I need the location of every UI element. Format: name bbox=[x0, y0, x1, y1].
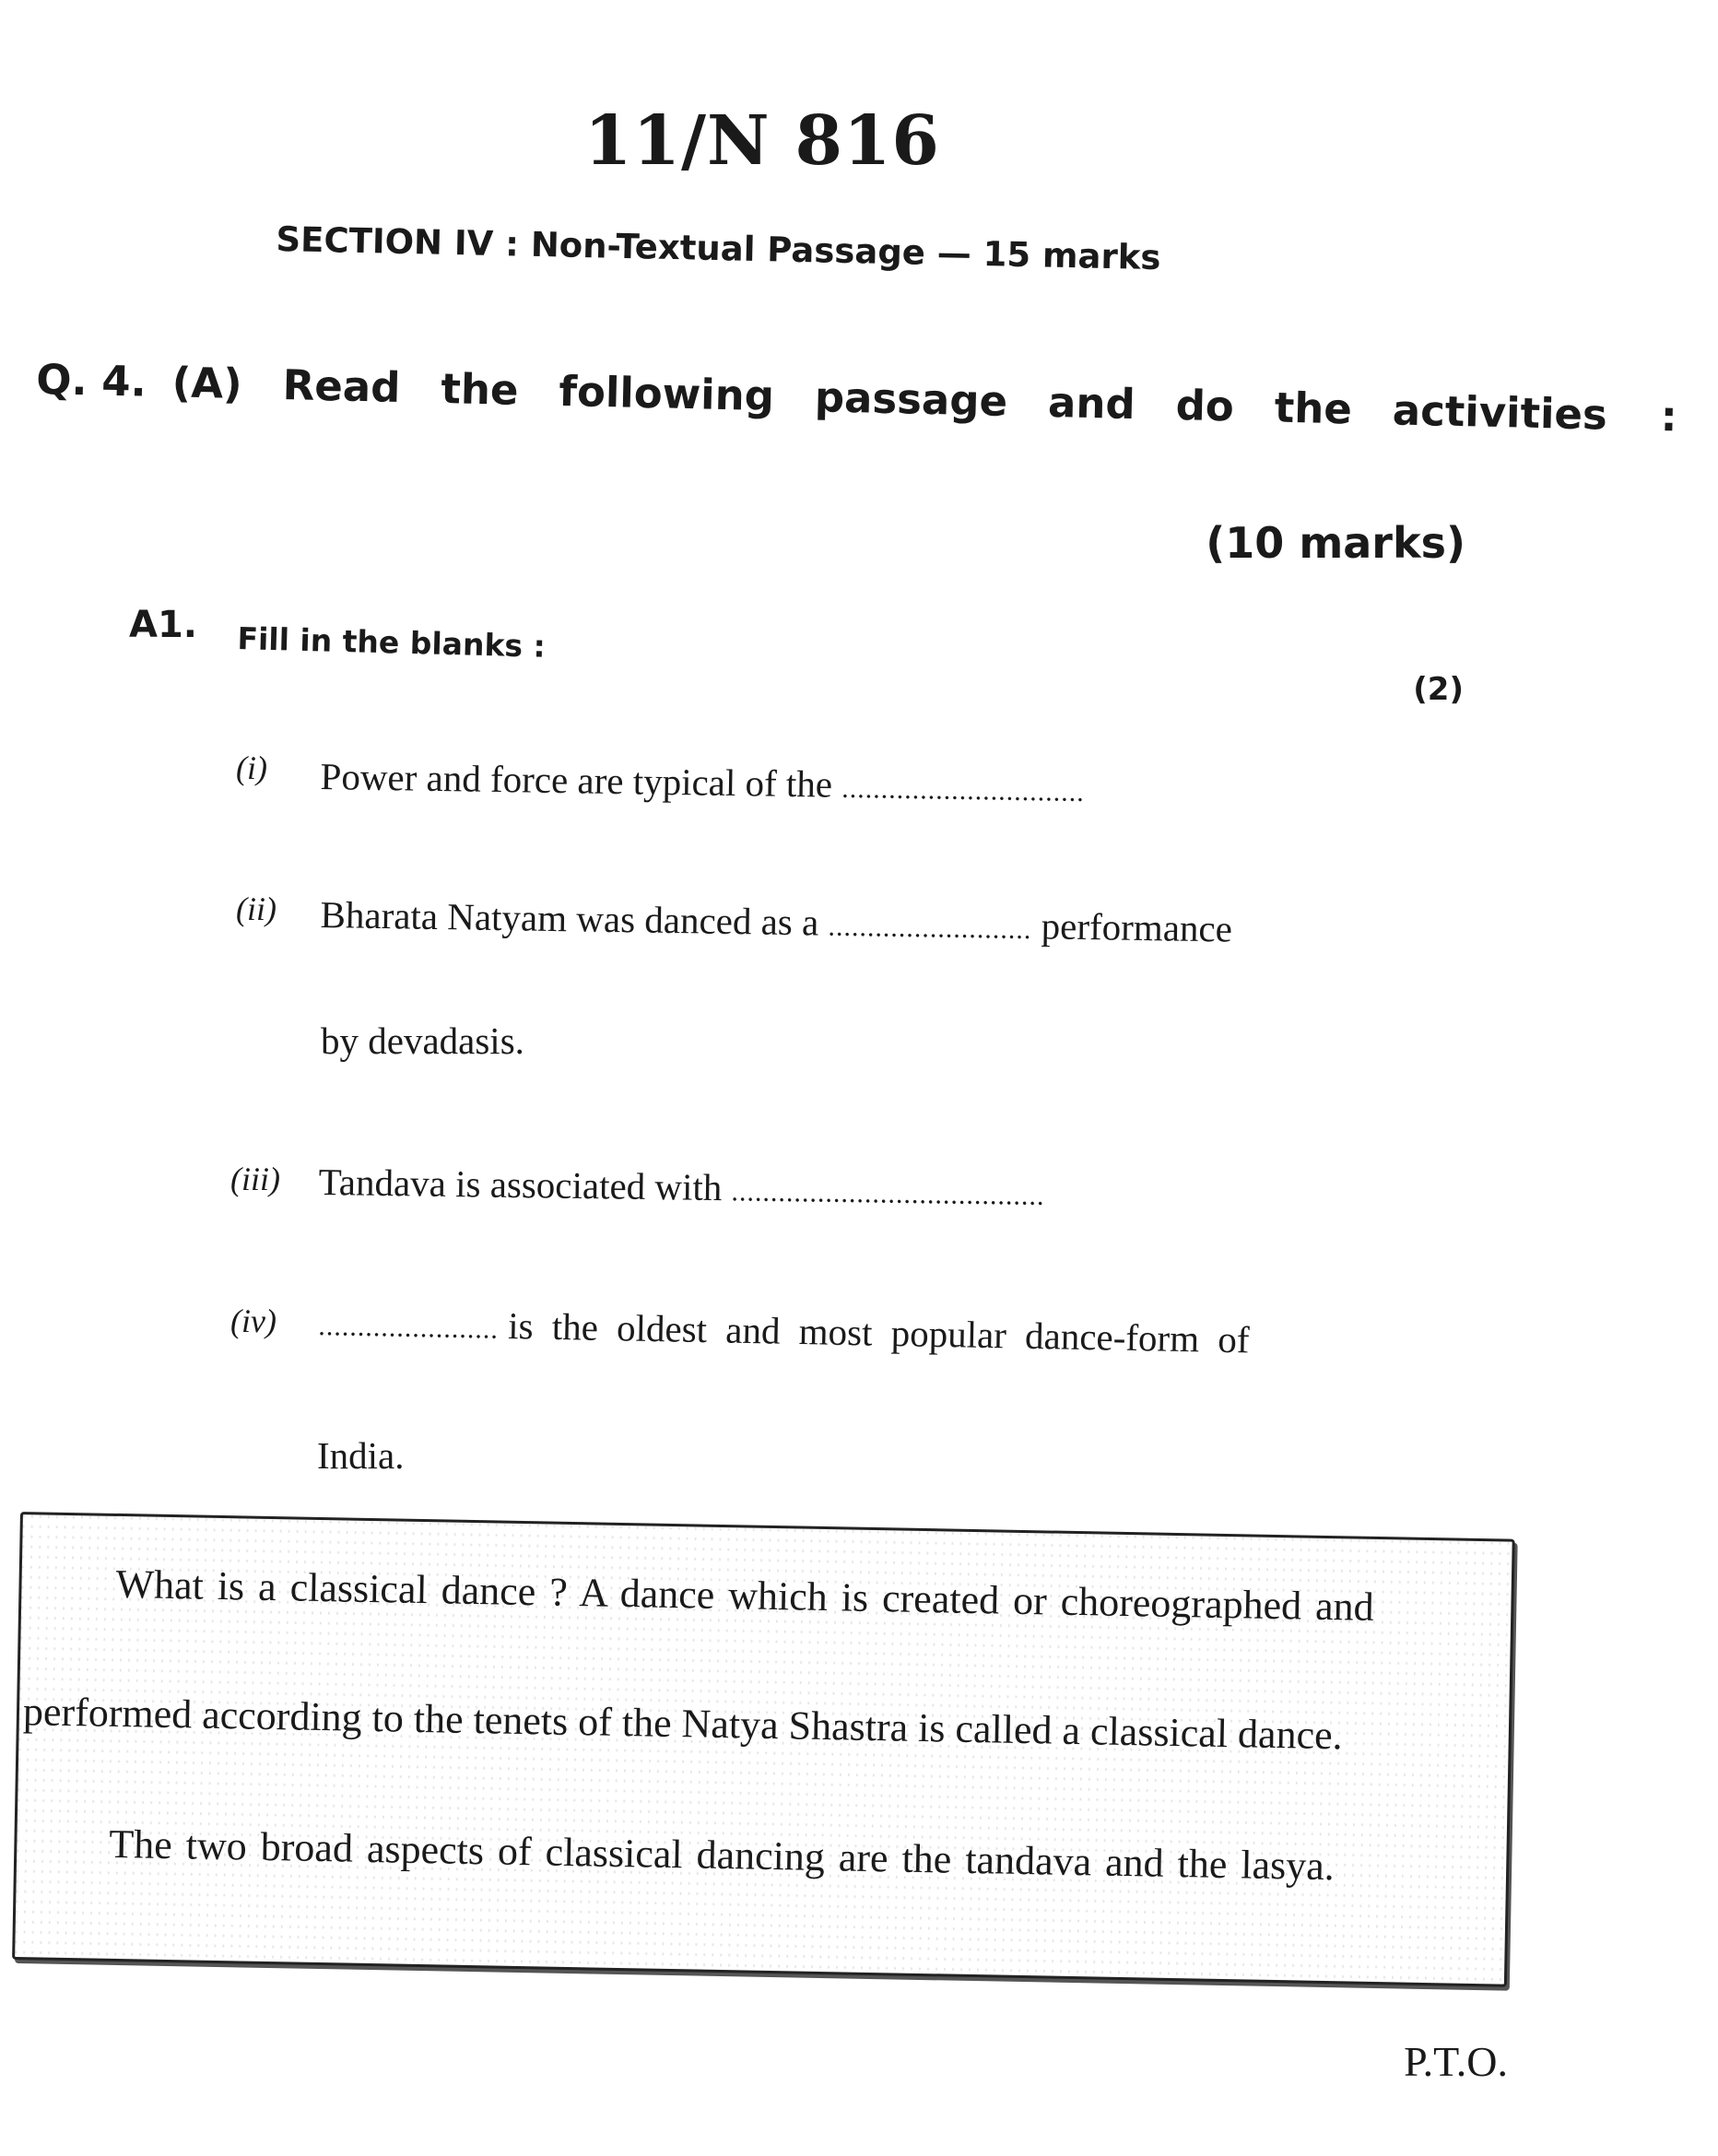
question-part: (A) bbox=[171, 358, 243, 409]
item-continuation: by devadasis. bbox=[321, 1019, 524, 1062]
item-text bbox=[318, 1300, 1250, 1361]
item-text-before: Tandava is associated with bbox=[318, 1160, 723, 1209]
item-continuation: India. bbox=[317, 1434, 405, 1477]
activity-label: A1. bbox=[129, 604, 197, 646]
item-number: (iv) bbox=[230, 1302, 277, 1339]
question-number: Q. 4. bbox=[35, 355, 147, 406]
question-marks: (10 marks) bbox=[1206, 518, 1465, 568]
item-number: (i) bbox=[236, 749, 267, 786]
section-heading: SECTION IV : Non-Textual Passage — 15 marks bbox=[276, 219, 1161, 278]
item-text-after: performance bbox=[1041, 904, 1233, 950]
passage-line: performed according to the tenets of the Natya Shastra is called a classical dance. bbox=[22, 1689, 1344, 1759]
item-number: (iii) bbox=[230, 1160, 280, 1197]
instruction-word: and bbox=[1047, 377, 1136, 430]
question-heading bbox=[36, 355, 1718, 442]
item-text-after: is the oldest and most popular dance-form of bbox=[507, 1303, 1250, 1361]
instruction-word: Read bbox=[282, 360, 402, 412]
item-text bbox=[320, 892, 1232, 951]
instruction-word: the bbox=[1274, 383, 1353, 434]
instruction-word: passage bbox=[814, 372, 1008, 426]
item-text-before: Bharata Natyam was danced as a bbox=[320, 892, 819, 944]
instruction-word: : bbox=[1660, 391, 1678, 442]
activity-instruction: Fill in the blanks : bbox=[236, 620, 547, 665]
item-text bbox=[320, 754, 1085, 810]
passage-line: What is a classical dance ? A dance which is created or choreographed and bbox=[115, 1561, 1375, 1630]
blank-line: .......................... bbox=[828, 911, 1032, 946]
item-text bbox=[318, 1160, 1045, 1214]
blank-line: ........................................ bbox=[731, 1176, 1045, 1211]
paper-code: 11/N 816 bbox=[584, 101, 940, 181]
passage-box bbox=[12, 1512, 1515, 1987]
instruction-word: the bbox=[440, 363, 520, 415]
activity-marks: (2) bbox=[1413, 671, 1464, 708]
item-number: (ii) bbox=[236, 890, 277, 927]
instruction-word: following bbox=[558, 366, 775, 421]
passage-line: The two broad aspects of classical dancing are the tandava and the lasya. bbox=[108, 1820, 1336, 1890]
instruction-word: do bbox=[1175, 381, 1235, 431]
pto-text: P.T.O. bbox=[1404, 2038, 1508, 2085]
item-text-before: Power and force are typical of the bbox=[320, 754, 833, 806]
blank-line: ....................... bbox=[318, 1310, 500, 1345]
instruction-word: activities bbox=[1392, 385, 1608, 440]
blank-line: ............................... bbox=[841, 772, 1085, 808]
